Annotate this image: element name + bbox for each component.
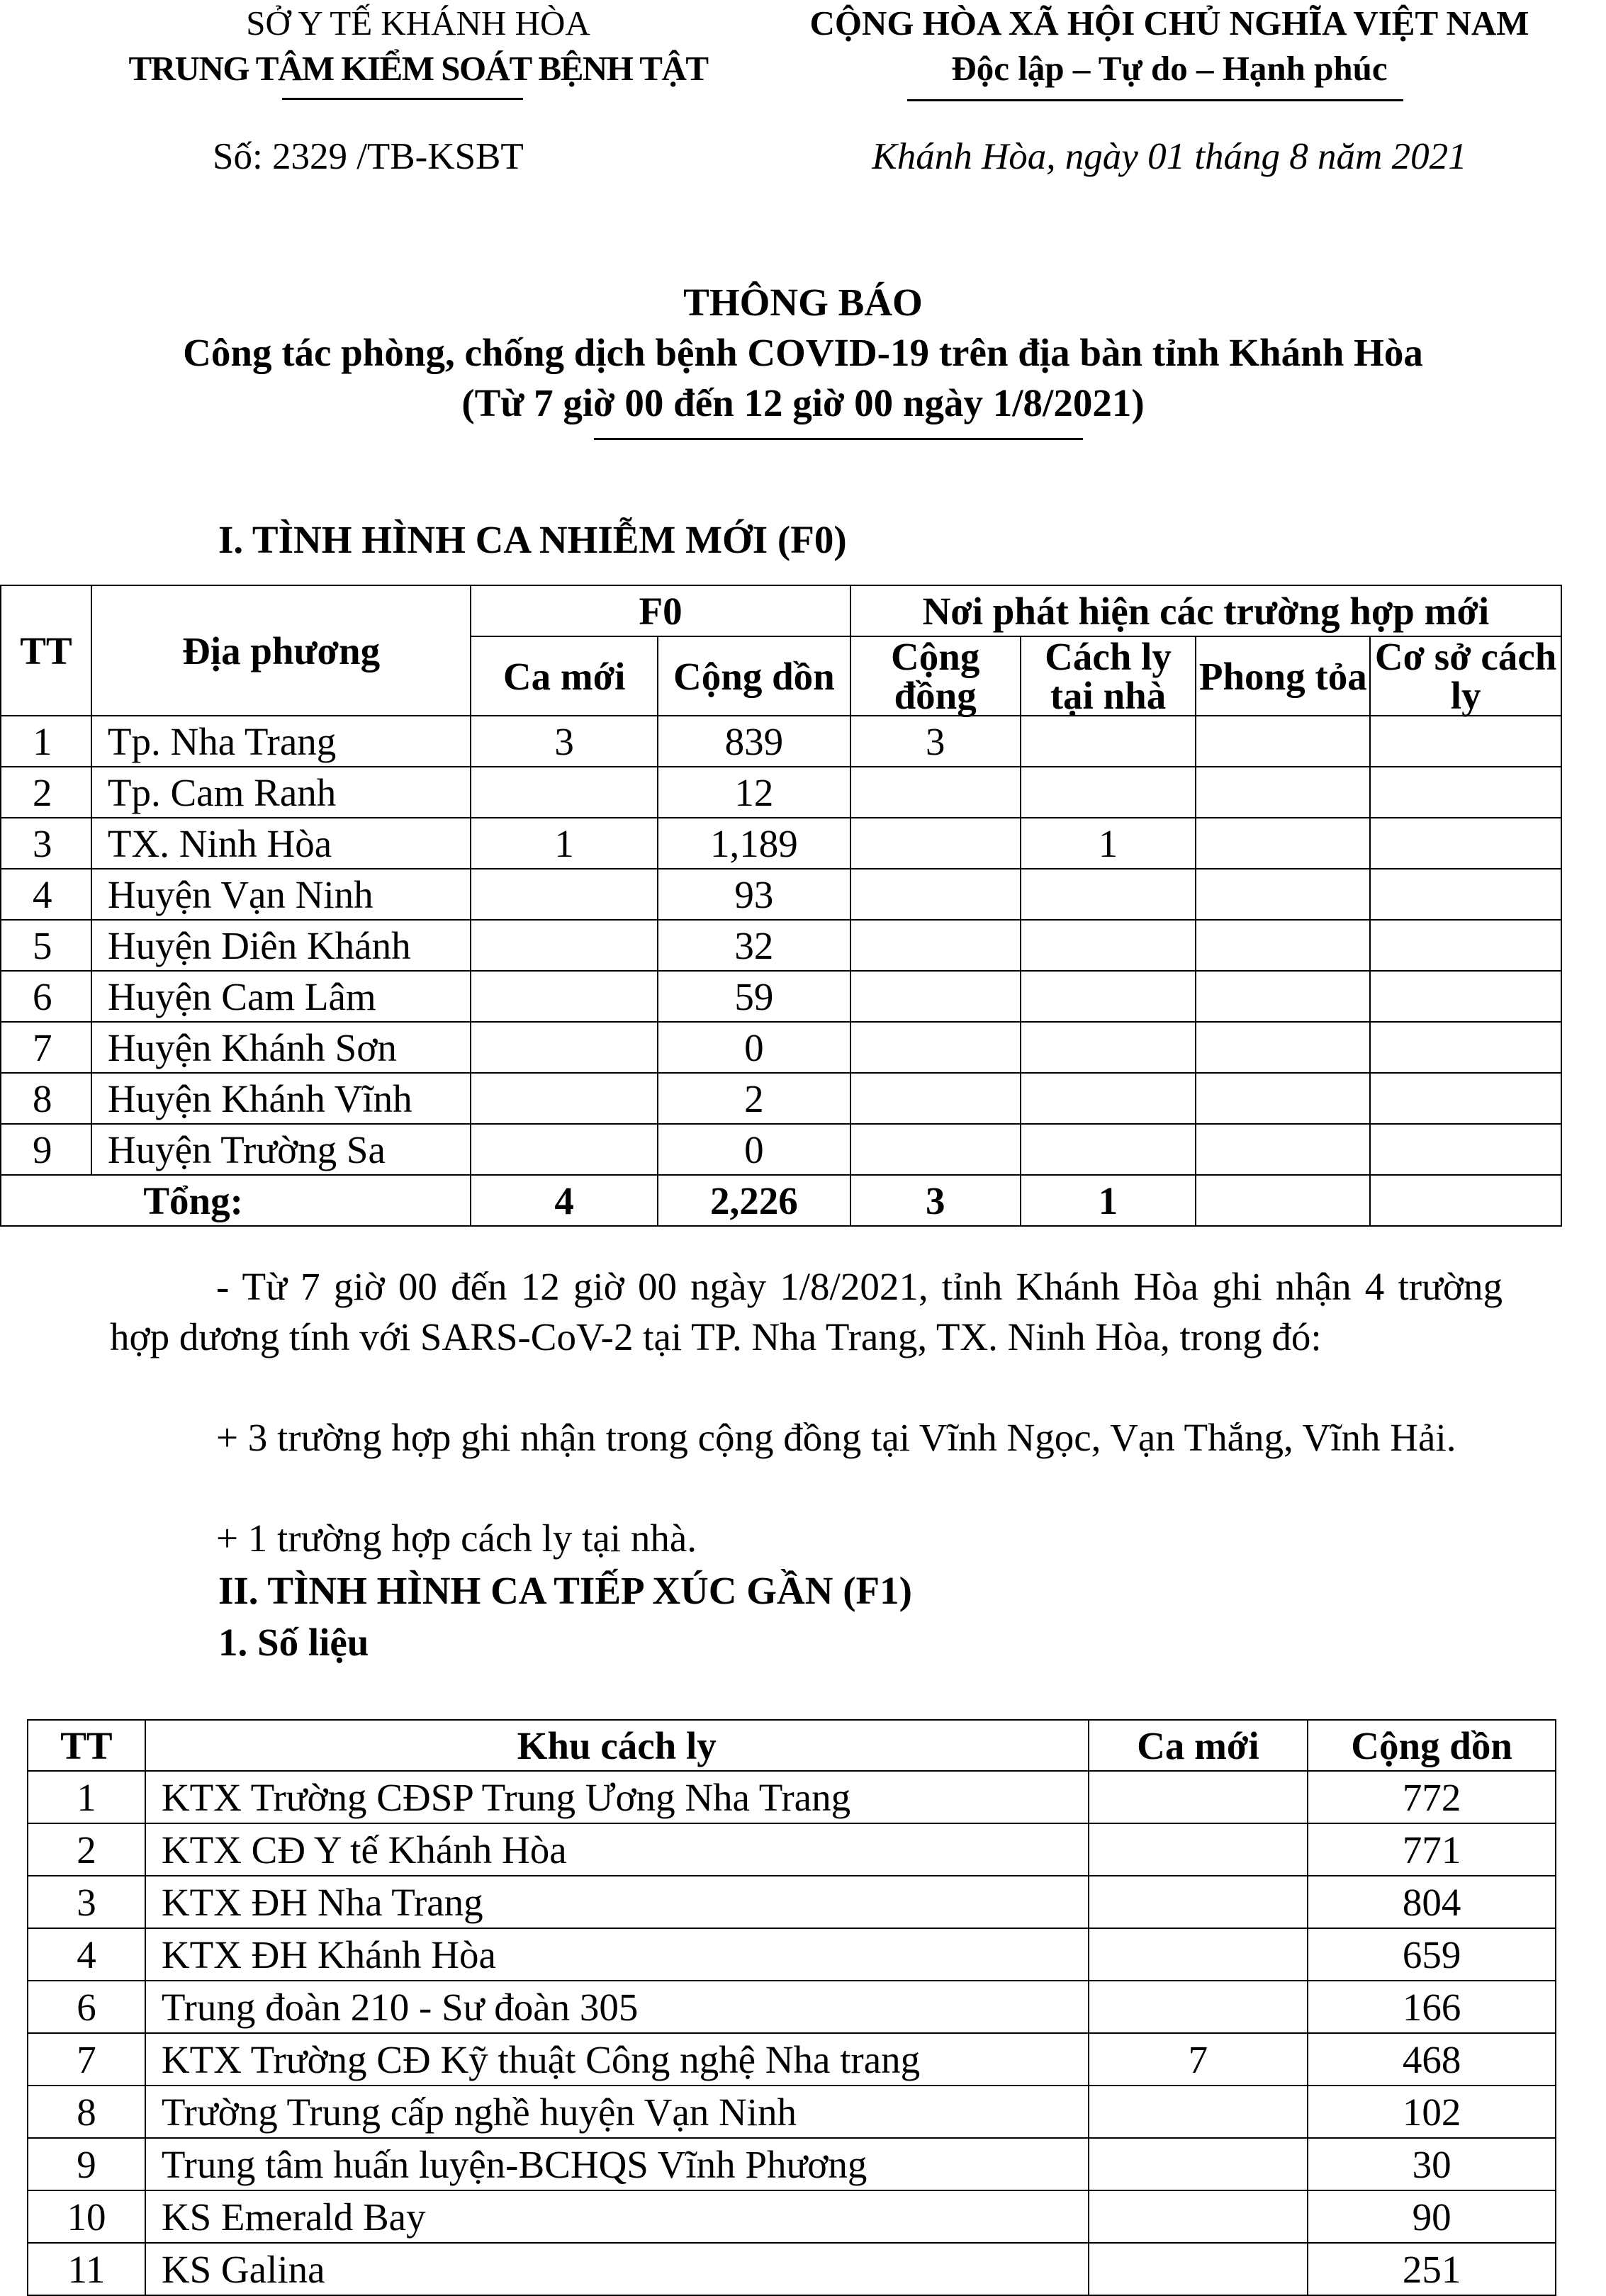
quarantine-area-name: KTX CĐ Y tế Khánh Hòa xyxy=(145,1823,1089,1876)
row-number: 7 xyxy=(1,1022,91,1073)
row-number: 5 xyxy=(1,920,91,971)
total-cumulative: 2,226 xyxy=(658,1175,850,1226)
lockdown-cases xyxy=(1196,1073,1370,1124)
cumulative-cases: 0 xyxy=(658,1022,850,1073)
country-name: CỘNG HÒA XÃ HỘI CHỦ NGHĨA VIỆT NAM xyxy=(809,4,1529,43)
lockdown-cases xyxy=(1196,716,1370,767)
new-cases: 7 xyxy=(1089,2033,1308,2086)
section-1-heading: I. TÌNH HÌNH CA NHIỄM MỚI (F0) xyxy=(218,518,847,561)
quarantine-area-name: KS Emerald Bay xyxy=(145,2190,1089,2243)
total-label: Tổng: xyxy=(1,1175,471,1226)
new-cases xyxy=(471,1073,658,1124)
f1-table-row xyxy=(28,1823,1556,1876)
cumulative-cases: 1,189 xyxy=(658,818,850,869)
f0-table-row xyxy=(1,1073,1561,1124)
f1-col-header-tt: TT xyxy=(28,1720,145,1771)
quarantine-area-name: KTX Trường CĐ Kỹ thuật Công nghệ Nha trang xyxy=(145,2033,1089,2086)
col-header-community: Cộng đồng xyxy=(850,636,1021,716)
facility-cases xyxy=(1370,869,1561,920)
row-number: 10 xyxy=(28,2190,145,2243)
row-number: 11 xyxy=(28,2243,145,2295)
cumulative-cases: 0 xyxy=(658,1124,850,1175)
cumulative-cases: 166 xyxy=(1308,1981,1556,2033)
cumulative-cases: 90 xyxy=(1308,2190,1556,2243)
section-2-heading: II. TÌNH HÌNH CA TIẾP XÚC GẦN (F1) xyxy=(218,1569,912,1612)
f0-total-row xyxy=(1,1175,1561,1226)
home-isolation-paragraph: + 1 trường hợp cách ly tại nhà. xyxy=(216,1516,697,1560)
row-number: 6 xyxy=(1,971,91,1022)
row-number: 3 xyxy=(28,1876,145,1928)
cumulative-cases: 659 xyxy=(1308,1928,1556,1981)
row-number: 8 xyxy=(28,2086,145,2138)
community-cases xyxy=(850,971,1021,1022)
motto: Độc lập – Tự do – Hạnh phúc xyxy=(951,49,1388,88)
home-isolation-cases xyxy=(1021,1124,1196,1175)
community-cases xyxy=(850,1022,1021,1073)
row-number: 2 xyxy=(1,767,91,818)
f1-col-header-cumulative: Cộng dồn xyxy=(1308,1720,1556,1771)
cumulative-cases: 468 xyxy=(1308,2033,1556,2086)
row-number: 4 xyxy=(1,869,91,920)
f1-table-row xyxy=(28,2243,1556,2295)
row-number: 1 xyxy=(28,1771,145,1823)
row-number: 9 xyxy=(1,1124,91,1175)
home-isolation-cases xyxy=(1021,767,1196,818)
new-cases xyxy=(471,767,658,818)
new-cases xyxy=(1089,2243,1308,2295)
quarantine-area-name: KTX ĐH Khánh Hòa xyxy=(145,1928,1089,1981)
home-isolation-cases xyxy=(1021,971,1196,1022)
row-number: 9 xyxy=(28,2138,145,2190)
new-cases xyxy=(1089,2190,1308,2243)
community-cases xyxy=(850,920,1021,971)
locality-name: Tp. Cam Ranh xyxy=(91,767,471,818)
home-isolation-cases: 1 xyxy=(1021,818,1196,869)
lockdown-cases xyxy=(1196,1124,1370,1175)
quarantine-area-name: Trung đoàn 210 - Sư đoàn 305 xyxy=(145,1981,1089,2033)
col-header-facility: Cơ sở cách ly xyxy=(1370,636,1561,716)
section-2-subheading: 1. Số liệu xyxy=(218,1621,369,1664)
agency-name: TRUNG TÂM KIỂM SOÁT BỆNH TẬT xyxy=(128,49,708,88)
document-number: Số: 2329 /TB-KSBT xyxy=(213,136,524,177)
quarantine-area-name: Trường Trung cấp nghề huyện Vạn Ninh xyxy=(145,2086,1089,2138)
f1-table-row xyxy=(28,1876,1556,1928)
quarantine-area-name: KTX Trường CĐSP Trung Ương Nha Trang xyxy=(145,1771,1089,1823)
lockdown-cases xyxy=(1196,767,1370,818)
col-header-locality: Địa phương xyxy=(91,585,471,716)
cumulative-cases: 771 xyxy=(1308,1823,1556,1876)
row-number: 3 xyxy=(1,818,91,869)
community-cases xyxy=(850,1073,1021,1124)
locality-name: Huyện Khánh Sơn xyxy=(91,1022,471,1073)
f0-table-row xyxy=(1,818,1561,869)
lockdown-cases xyxy=(1196,818,1370,869)
f1-table-row xyxy=(28,1928,1556,1981)
home-isolation-cases xyxy=(1021,1022,1196,1073)
locality-name: Huyện Trường Sa xyxy=(91,1124,471,1175)
new-cases xyxy=(1089,2138,1308,2190)
quarantine-area-name: Trung tâm huấn luyện-BCHQS Vĩnh Phương xyxy=(145,2138,1089,2190)
home-isolation-cases xyxy=(1021,869,1196,920)
quarantine-area-name: KS Galina xyxy=(145,2243,1089,2295)
row-number: 8 xyxy=(1,1073,91,1124)
new-cases xyxy=(1089,1981,1308,2033)
new-cases xyxy=(471,971,658,1022)
new-cases xyxy=(1089,2086,1308,2138)
f0-table-row xyxy=(1,716,1561,767)
col-header-f0: F0 xyxy=(471,585,850,636)
row-number: 4 xyxy=(28,1928,145,1981)
lockdown-cases xyxy=(1196,1022,1370,1073)
community-cases xyxy=(850,869,1021,920)
facility-cases xyxy=(1370,767,1561,818)
locality-name: Huyện Cam Lâm xyxy=(91,971,471,1022)
f1-col-header-area: Khu cách ly xyxy=(145,1720,1089,1771)
community-cases xyxy=(850,818,1021,869)
home-isolation-cases xyxy=(1021,716,1196,767)
f0-table-row xyxy=(1,1124,1561,1175)
cumulative-cases: 2 xyxy=(658,1073,850,1124)
lockdown-cases xyxy=(1196,869,1370,920)
facility-cases xyxy=(1370,716,1561,767)
col-header-new: Ca mới xyxy=(471,636,658,716)
row-number: 1 xyxy=(1,716,91,767)
quarantine-area-name: KTX ĐH Nha Trang xyxy=(145,1876,1089,1928)
new-cases xyxy=(471,1124,658,1175)
facility-cases xyxy=(1370,1022,1561,1073)
new-cases xyxy=(471,869,658,920)
community-cases xyxy=(850,1124,1021,1175)
cumulative-cases: 32 xyxy=(658,920,850,971)
row-number: 6 xyxy=(28,1981,145,2033)
f0-table-row xyxy=(1,767,1561,818)
community-cases-paragraph: + 3 trường hợp ghi nhận trong cộng đồng tại Vĩnh Ngọc, Vạn Thắng, Vĩnh Hải. xyxy=(216,1416,1456,1459)
facility-cases xyxy=(1370,1124,1561,1175)
cumulative-cases: 93 xyxy=(658,869,850,920)
total-lockdown xyxy=(1196,1175,1370,1226)
document-period: (Từ 7 giờ 00 đến 12 giờ 00 ngày 1/8/2021) xyxy=(461,381,1145,424)
f1-table-row xyxy=(28,2033,1556,2086)
f1-table xyxy=(27,1719,1556,2296)
col-header-home-isolation: Cách ly tại nhà xyxy=(1021,636,1196,716)
locality-name: Huyện Diên Khánh xyxy=(91,920,471,971)
new-cases xyxy=(471,920,658,971)
facility-cases xyxy=(1370,920,1561,971)
f1-table-row xyxy=(28,2138,1556,2190)
cumulative-cases: 102 xyxy=(1308,2086,1556,2138)
locality-name: Huyện Vạn Ninh xyxy=(91,869,471,920)
f0-table-row xyxy=(1,920,1561,971)
home-isolation-cases xyxy=(1021,920,1196,971)
f0-table-row xyxy=(1,869,1561,920)
agency-parent: SỞ Y TẾ KHÁNH HÒA xyxy=(246,4,590,43)
facility-cases xyxy=(1370,818,1561,869)
total-facility xyxy=(1370,1175,1561,1226)
document-subtitle: Công tác phòng, chống dịch bệnh COVID-19 trên địa bàn tỉnh Khánh Hòa xyxy=(183,331,1423,374)
locality-name: Tp. Nha Trang xyxy=(91,716,471,767)
cumulative-cases: 59 xyxy=(658,971,850,1022)
place-date: Khánh Hòa, ngày 01 tháng 8 năm 2021 xyxy=(872,136,1467,177)
f1-table-row xyxy=(28,2086,1556,2138)
f0-table-row xyxy=(1,1022,1561,1073)
f0-table-row xyxy=(1,971,1561,1022)
total-new: 4 xyxy=(471,1175,658,1226)
col-header-tt: TT xyxy=(1,585,91,716)
cumulative-cases: 804 xyxy=(1308,1876,1556,1928)
f1-col-header-new: Ca mới xyxy=(1089,1720,1308,1771)
col-header-cumulative: Cộng dồn xyxy=(658,636,850,716)
new-cases xyxy=(1089,1823,1308,1876)
new-cases xyxy=(1089,1928,1308,1981)
lockdown-cases xyxy=(1196,971,1370,1022)
community-cases: 3 xyxy=(850,716,1021,767)
f1-table-row xyxy=(28,2190,1556,2243)
new-cases xyxy=(1089,1876,1308,1928)
new-cases: 3 xyxy=(471,716,658,767)
summary-paragraph: - Từ 7 giờ 00 đến 12 giờ 00 ngày 1/8/2021, tỉnh Khánh Hòa ghi nhận 4 trường hợp dương tính với SARS-CoV-2 tại TP. Nha Trang, TX. Ninh Hòa, trong đó: xyxy=(110,1265,1503,1358)
cumulative-cases: 12 xyxy=(658,767,850,818)
locality-name: TX. Ninh Hòa xyxy=(91,818,471,869)
total-home-isolation: 1 xyxy=(1021,1175,1196,1226)
total-community: 3 xyxy=(850,1175,1021,1226)
new-cases xyxy=(1089,1771,1308,1823)
col-header-found-location: Nơi phát hiện các trường hợp mới xyxy=(850,585,1561,636)
agency-underline xyxy=(282,98,523,100)
f1-table-row xyxy=(28,1981,1556,2033)
facility-cases xyxy=(1370,1073,1561,1124)
cumulative-cases: 772 xyxy=(1308,1771,1556,1823)
lockdown-cases xyxy=(1196,920,1370,971)
row-number: 2 xyxy=(28,1823,145,1876)
new-cases: 1 xyxy=(471,818,658,869)
motto-underline xyxy=(907,99,1403,101)
f0-table xyxy=(0,585,1562,1227)
cumulative-cases: 30 xyxy=(1308,2138,1556,2190)
row-number: 7 xyxy=(28,2033,145,2086)
new-cases xyxy=(471,1022,658,1073)
facility-cases xyxy=(1370,971,1561,1022)
f1-table-row xyxy=(28,1771,1556,1823)
locality-name: Huyện Khánh Vĩnh xyxy=(91,1073,471,1124)
community-cases xyxy=(850,767,1021,818)
cumulative-cases: 251 xyxy=(1308,2243,1556,2295)
home-isolation-cases xyxy=(1021,1073,1196,1124)
col-header-lockdown: Phong tỏa xyxy=(1196,636,1370,716)
cumulative-cases: 839 xyxy=(658,716,850,767)
title-underline xyxy=(594,438,1083,440)
document-title: THÔNG BÁO xyxy=(683,281,923,324)
